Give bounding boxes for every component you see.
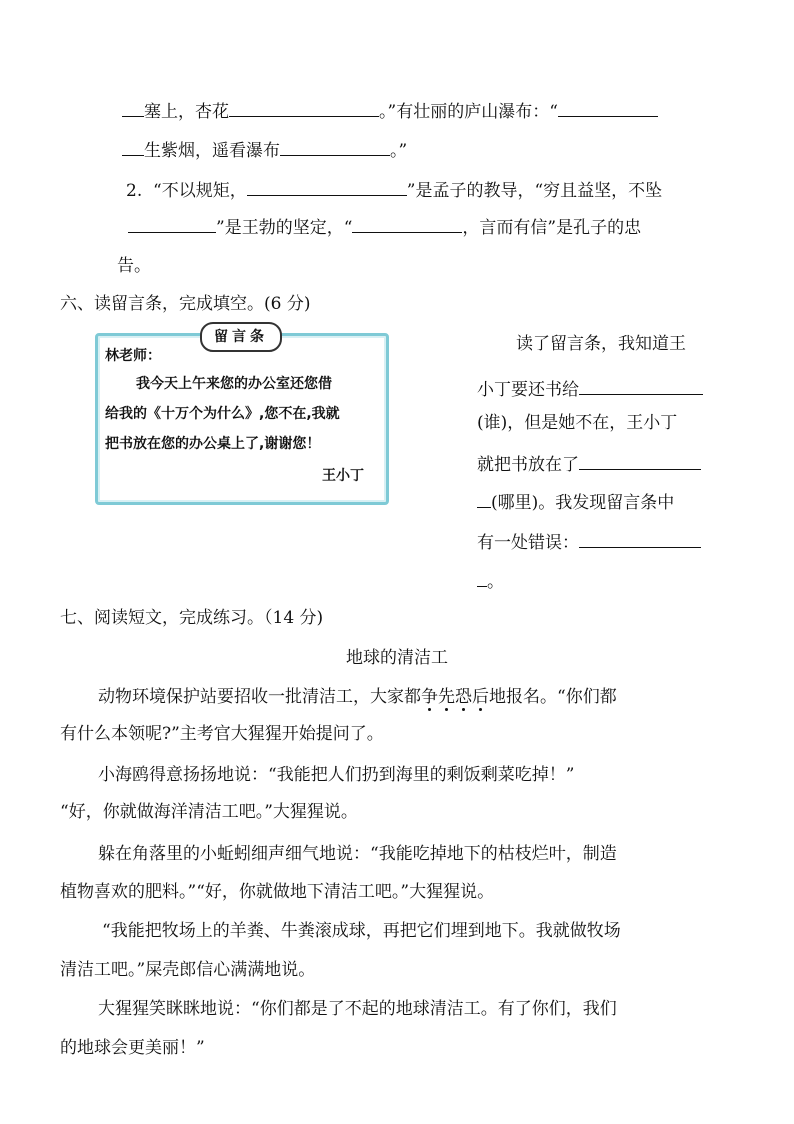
- note-signature: 王小丁: [322, 468, 364, 484]
- answer-blank[interactable]: [579, 376, 703, 395]
- answer-blank[interactable]: [579, 451, 701, 470]
- answer-blank[interactable]: [558, 98, 658, 117]
- passage-p5-l2: 的地球会更美丽！”: [60, 1038, 205, 1058]
- emphasis-char: 争: [421, 687, 438, 707]
- fill-line-5: (哪里)。我发现留言条中: [477, 489, 674, 513]
- passage-p3-l2: 植物喜欢的肥料。”“好，你就做地下清洁工吧。”大猩猩说。: [60, 882, 495, 902]
- section-7-heading: 七、阅读短文，完成练习。（14 分): [60, 608, 324, 628]
- answer-blank[interactable]: [477, 568, 487, 587]
- passage-p3-l1: 躲在角落里的小蚯蚓细声细气地说：“我能吃掉地下的枯枝烂叶，制造: [98, 844, 617, 864]
- fill-line-7: 。: [477, 568, 504, 592]
- answer-blank[interactable]: [280, 137, 390, 156]
- poem-line-2: 生紫烟，遥看瀑布 。”: [122, 137, 407, 161]
- note-salutation: 林老师：: [105, 348, 161, 364]
- question-2-line-1: 2. “不以规矩， ”是孟子的教导，“穷且益坚，不坠: [126, 177, 662, 201]
- emphasis-dotted-word: [421, 687, 489, 707]
- passage-p4-l1: “我能把牧场上的羊粪、牛粪滚成球，再把它们埋到地下。我就做牧场: [102, 921, 621, 941]
- passage-p4-l2: 清洁工吧。”屎壳郎信心满满地说。: [60, 960, 316, 980]
- answer-blank[interactable]: [579, 529, 701, 548]
- poem-line-1: 塞上，杏花 。”有壮丽的庐山瀑布：“: [122, 98, 658, 122]
- note-line-3: 把书放在您的办公桌上了,谢谢您！: [105, 436, 321, 452]
- emphasis-char: 先: [438, 687, 455, 707]
- passage-p1-l1: 动物环境保护站要招收一批清洁工，大家都争先恐后地报名。“你们都: [98, 687, 617, 707]
- note-tab-label: 留言条: [200, 322, 282, 352]
- answer-blank[interactable]: [122, 137, 144, 156]
- passage-p2-l2: “好，你就做海洋清洁工吧。”大猩猩说。: [60, 802, 358, 822]
- note-line-2: 给我的《十万个为什么》,您不在,我就: [105, 406, 340, 422]
- question-number: 2.: [126, 181, 143, 201]
- section-6-heading: 六、读留言条，完成填空。(6 分): [60, 294, 311, 314]
- emphasis-char: 恐: [455, 687, 472, 707]
- answer-blank[interactable]: [247, 177, 407, 196]
- answer-blank[interactable]: [128, 214, 216, 233]
- fill-line-1: 读了留言条，我知道王: [516, 334, 686, 354]
- emphasis-char: 后: [472, 687, 489, 707]
- answer-blank[interactable]: [229, 98, 379, 117]
- fill-line-2: 小丁要还书给: [477, 376, 703, 400]
- note-line-1: 我今天上午来您的办公室还您借: [136, 376, 332, 392]
- fill-line-6: 有一处错误：: [477, 529, 701, 553]
- question-2-line-2: ”是王勃的坚定，“ ，言而有信”是孔子的忠: [128, 214, 641, 238]
- fill-line-4: 就把书放在了: [477, 451, 701, 475]
- passage-p5-l1: 大猩猩笑眯眯地说：“你们都是了不起的地球清洁工。有了你们，我们: [98, 999, 617, 1019]
- answer-blank[interactable]: [477, 489, 491, 508]
- question-2-line-3: 告。: [117, 256, 151, 276]
- answer-blank[interactable]: [122, 98, 144, 117]
- answer-blank[interactable]: [352, 214, 462, 233]
- fill-line-3: (谁)，但是她不在，王小丁: [477, 413, 678, 433]
- passage-title: 地球的清洁工: [346, 648, 448, 668]
- passage-p1-l2: 有什么本领呢?”主考官大猩猩开始提问了。: [60, 724, 384, 744]
- passage-p2-l1: 小海鸥得意扬扬地说：“我能把人们扔到海里的剩饭剩菜吃掉！”: [98, 765, 575, 785]
